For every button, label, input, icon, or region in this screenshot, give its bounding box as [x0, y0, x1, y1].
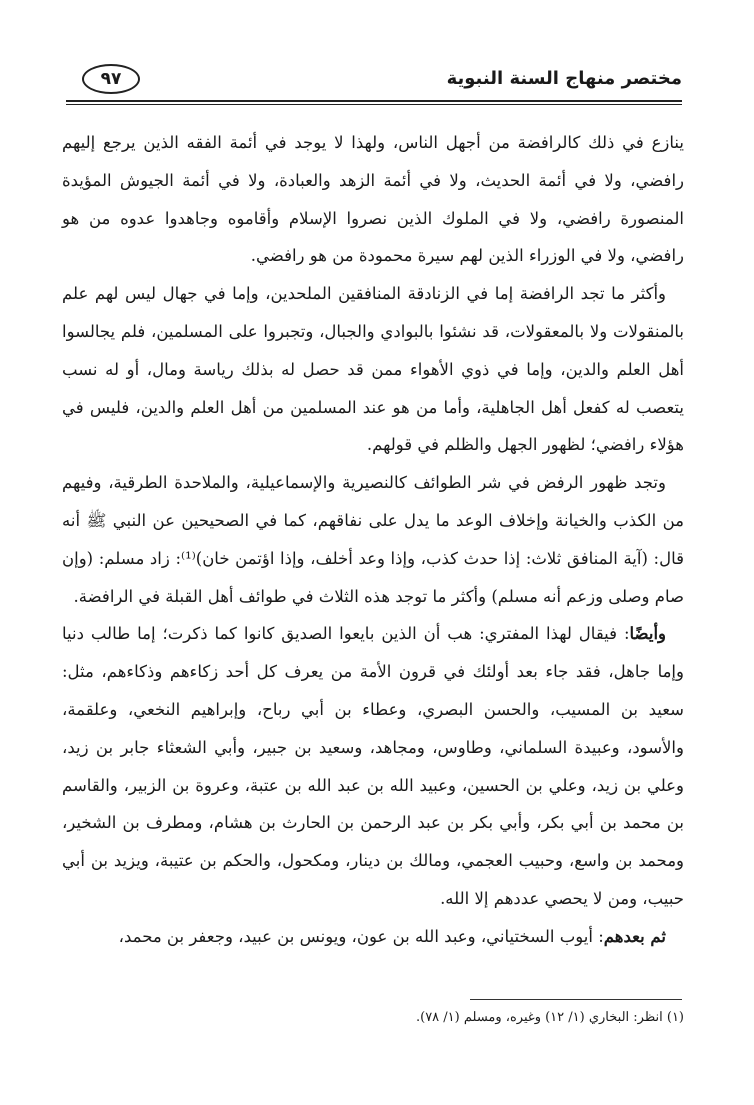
body-text	[62, 124, 684, 956]
paragraph	[62, 275, 684, 464]
paragraph-text: : أيوب السختياني، وعبد الله بن عون، ويونس بن عبيد، وجعفر بن محمد،	[118, 926, 604, 946]
paragraph-text: : فيقال لهذا المفتري: هب أن الذين بايعوا الصديق كانوا كما ذكرت؛ إما طالب دنيا وإما جاهل، فقد جاء بعد أولئك في قرون الأمة من يعرف كل أحد زكاءهم وذكاءهم، مثل: سعيد بن المسيب، والحسن البصري، وعطاء بن أبي رباح، وإبراهيم النخعي، وعلقمة، والأسود، وعبيدة السلماني، وطاوس، ومجاهد، وسعيد بن جبير، وأبي الشعثاء جابر بن زيد، وعلي بن زيد، وعلي بن الحسين، وعبيد الله بن عبد الله بن عتبة، وعروة بن الزبير، والقاسم بن محمد بن أبي بكر، وأبي بكر بن عبد الرحمن بن الحارث بن هشام، ومطرف بن الشخير، ومحمد بن واسع، وحبيب العجمي، ومالك بن دينار، ومكحول، والحكم بن عتيبة، ويزيد بن أبي حبيب، ومن لا يحصي عددهم إلا الله.	[62, 624, 684, 908]
paragraph-lead: ثم بعدهم	[603, 926, 666, 946]
paragraph-text: وأكثر ما تجد الرافضة إما في الزنادقة المنافقين الملحدين، وإما في جهال ليس لهم علم بالمنقولات ولا بالمعقولات، قد نشئوا بالبوادي والجبال، وتجبروا على المسلمين، فلم يجالسوا أهل العلم والدين، وإما في ذوي الأهواء ممن قد حصل له بذلك رياسة ومال، أو له نسب يتعصب له كفعل أهل الجاهلية، وأما من هو عند المسلمين من أهل العلم والدين، فليس في هؤلاء رافضي؛ لظهور الجهل والظلم في قولهم.	[62, 284, 684, 455]
footnote-rule	[470, 999, 682, 1000]
header-rule	[66, 100, 682, 102]
page-number-badge: ٩٧	[82, 64, 140, 94]
running-title: مختصر منهاج السنة النبوية	[446, 68, 682, 89]
paragraph	[62, 124, 684, 275]
paragraph-text: ينازع في ذلك كالرافضة من أجهل الناس، ولهذا لا يوجد في أئمة الفقه الذين يرجع إليهم رافضي، ولا في أئمة الحديث، ولا في أئمة الزهد والعبادة، ولا في أئمة الجيوش المؤيدة المنصورة رافضي، ولا في الملوك الذين نصروا الإسلام وأقاموه وجاهدوا عدوه من هو رافضي، ولا في الوزراء الذين لهم سيرة محمودة من هو رافضي.	[62, 133, 684, 266]
paragraph	[62, 918, 684, 956]
paragraph	[62, 615, 684, 917]
paragraph-text: وتجد ظهور الرفض في شر الطوائف كالنصيرية والإسماعيلية، والملاحدة الطرقية، وفيهم من الكذب والخيانة وإخلاف الوعد ما يدل على نفاقهم، كما في الصحيحين عن النبي ﷺ أنه قال: (آية المنافق ثلاث: إذا حدث كذب، وإذا وعد أخلف، وإذا اؤتمن خان)⁽¹⁾: زاد مسلم: (وإن صام وصلى وزعم أنه مسلم) وأكثر ما توجد هذه الثلاث في طوائف أهل القبلة في الرافضة.	[62, 473, 684, 606]
footnote: (١) انظر: البخاري (١/ ١٢) وغيره، ومسلم (١/ ٧٨).	[415, 1010, 684, 1025]
header-rule-thin	[66, 104, 682, 105]
paragraph-lead: وأيضًا	[629, 624, 666, 644]
paragraph	[62, 464, 684, 615]
running-header	[66, 62, 682, 106]
